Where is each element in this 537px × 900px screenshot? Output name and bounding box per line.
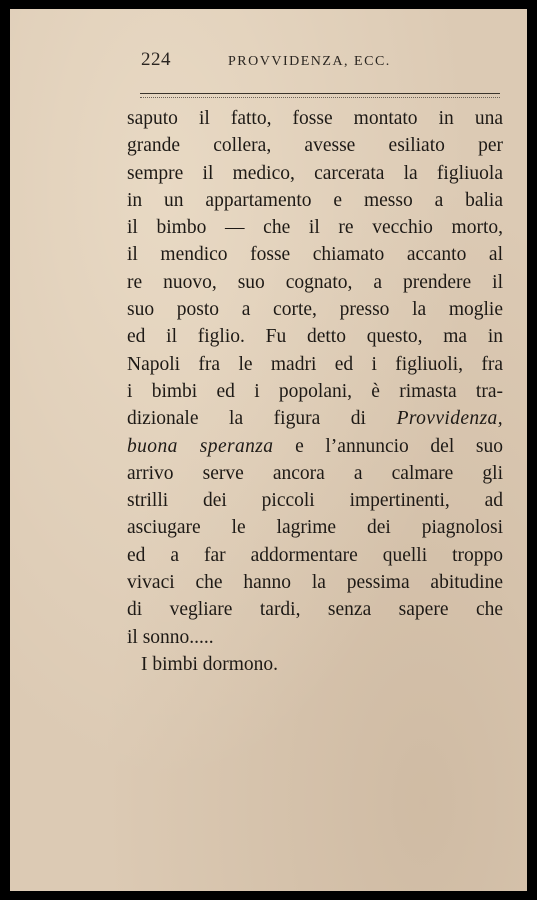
text-line: saputo il fatto, fosse montato in una — [127, 108, 503, 129]
text-line: in un appartamento e messo a balia — [127, 189, 503, 211]
text-line: i bimbi ed i popolani, è rimasta tra- — [127, 380, 503, 402]
page-header — [10, 49, 527, 79]
text-line: I bimbi dormono. — [141, 653, 279, 675]
text-line: Napoli fra le madri ed i figliuoli, fra — [127, 353, 503, 375]
text-line: sempre il medico, carcerata la figliuola — [127, 162, 503, 184]
book-page — [10, 9, 527, 891]
text-line: ed a far addormentare quelli troppo — [127, 544, 503, 566]
text-line — [127, 405, 503, 432]
body-text — [127, 105, 503, 678]
text-line: di vegliare tardi, senza sapere che — [127, 599, 503, 621]
text-line — [127, 433, 503, 460]
italic-term: Provvidenza, — [396, 408, 503, 430]
text-line: asciugare le lagrime dei piagnolosi — [127, 517, 503, 539]
header-rule — [140, 93, 500, 94]
text-line: ed il figlio. Fu detto questo, ma in — [127, 326, 503, 348]
text-line: suo posto a corte, presso la moglie — [127, 299, 503, 321]
text-fragment: dizionale la figura di — [127, 408, 366, 430]
text-line: strilli dei piccoli impertinenti, ad — [127, 490, 503, 512]
text-line: re nuovo, suo cognato, a prendere il — [127, 271, 503, 293]
text-line: arrivo serve ancora a calmare gli — [127, 462, 503, 484]
text-line: vivaci che hanno la pessima abitudine — [127, 572, 503, 594]
text-line: il sonno..... — [127, 626, 214, 648]
italic-term: buona speranza — [127, 435, 274, 457]
text-fragment: e l’annuncio del suo — [295, 435, 503, 457]
running-head: PROVVIDENZA, ECC. — [228, 54, 391, 69]
text-line: il bimbo — che il re vecchio morto, — [127, 217, 503, 239]
page-number: 224 — [141, 49, 171, 70]
text-line: grande collera, avesse esiliato per — [127, 135, 503, 157]
text-line: il mendico fosse chiamato accanto al — [127, 244, 503, 266]
